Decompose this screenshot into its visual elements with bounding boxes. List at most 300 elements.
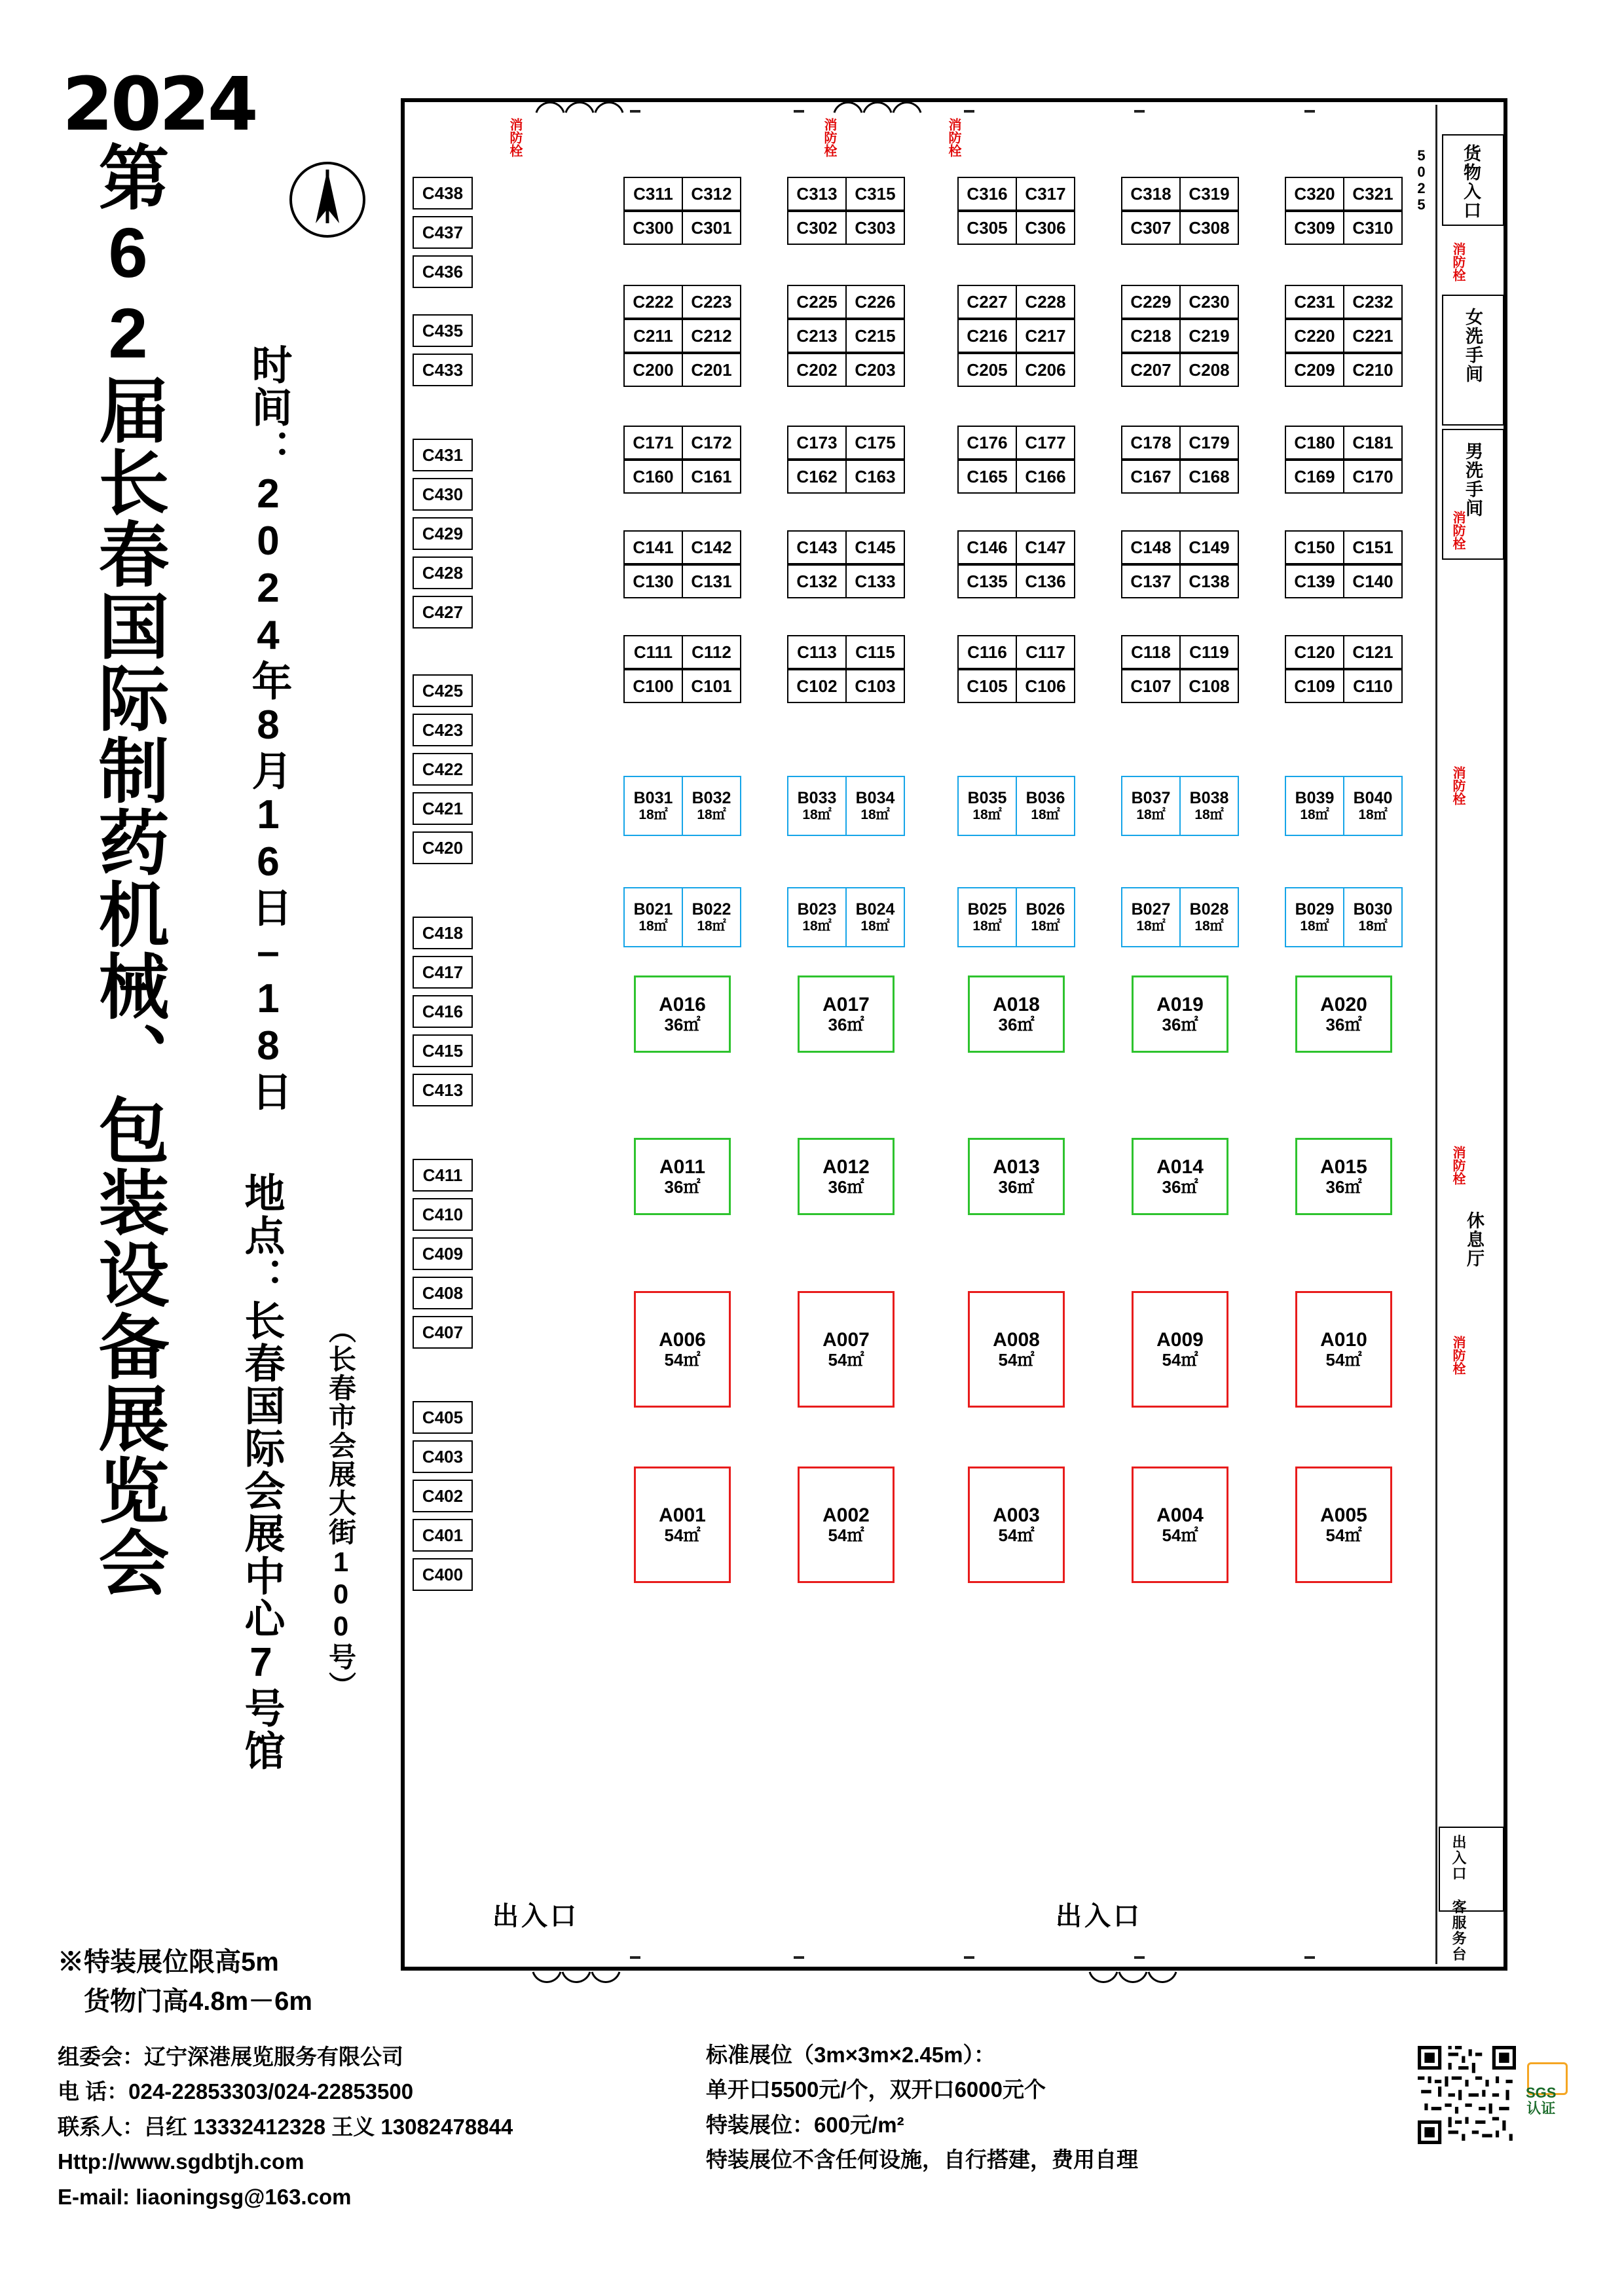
booth-C218[interactable]: C218 <box>1122 320 1181 352</box>
booth-C311[interactable]: C311 <box>625 178 683 210</box>
booth-pair-C130-C131 <box>623 564 741 598</box>
booth-A009[interactable]: A009 54㎡ <box>1132 1291 1228 1408</box>
booth-C405[interactable]: C405 <box>413 1401 473 1434</box>
booth-B033[interactable]: B033 18㎡ <box>788 777 847 835</box>
booth-B040[interactable]: B040 18㎡ <box>1344 777 1401 835</box>
room-label-cargo: 货物入口 <box>1461 144 1481 220</box>
booth-pair-C118-C119 <box>1121 635 1239 669</box>
booth-A019[interactable]: A019 36㎡ <box>1132 975 1228 1053</box>
wall-tick <box>630 1956 640 1959</box>
booth-C141[interactable]: C141 <box>625 532 683 563</box>
booth-C411[interactable]: C411 <box>413 1159 473 1192</box>
fire-hydrant-label: 消防栓 <box>946 118 961 157</box>
booth-C175[interactable]: C175 <box>847 427 904 458</box>
door-arc-icon <box>594 92 624 114</box>
booth-pair-C231-C232 <box>1285 285 1403 319</box>
booth-A017[interactable]: A017 36㎡ <box>798 975 895 1053</box>
booth-pair-C116-C117 <box>957 635 1075 669</box>
booth-pair-C120-C121 <box>1285 635 1403 669</box>
booth-C403[interactable]: C403 <box>413 1440 473 1473</box>
booth-C217[interactable]: C217 <box>1017 320 1074 352</box>
booth-C216[interactable]: C216 <box>959 320 1017 352</box>
footer-left-line: 组委会：辽宁深港展览服务有限公司 <box>58 2045 403 2069</box>
booth-A007[interactable]: A007 54㎡ <box>798 1291 895 1408</box>
booth-B038[interactable]: B038 18㎡ <box>1181 777 1238 835</box>
booth-C438[interactable]: C438 <box>413 177 473 210</box>
booth-pair-C139-C140 <box>1285 564 1403 598</box>
floor-plan <box>401 98 1514 1997</box>
door-arc-icon <box>591 1971 621 1993</box>
booth-pair-C225-C226 <box>787 285 905 319</box>
footer-right <box>706 2037 1138 2178</box>
booth-pair-B035-B036 <box>957 776 1075 836</box>
booth-C209[interactable]: C209 <box>1286 354 1344 386</box>
booth-B034[interactable]: B034 18㎡ <box>847 777 904 835</box>
booth-pair-C229-C230 <box>1121 285 1239 319</box>
booth-C133[interactable]: C133 <box>847 566 904 597</box>
booth-C132[interactable]: C132 <box>788 566 847 597</box>
booth-pair-C216-C217 <box>957 319 1075 353</box>
booth-C150[interactable]: C150 <box>1286 532 1344 563</box>
booth-C101[interactable]: C101 <box>683 670 740 702</box>
booth-C225[interactable]: C225 <box>788 286 847 318</box>
booth-C300[interactable]: C300 <box>625 212 683 244</box>
booth-C143[interactable]: C143 <box>788 532 847 563</box>
booth-pair-C111-C112 <box>623 635 741 669</box>
booth-C180[interactable]: C180 <box>1286 427 1344 458</box>
booth-C138[interactable]: C138 <box>1181 566 1238 597</box>
booth-C319[interactable]: C319 <box>1181 178 1238 210</box>
booth-C400[interactable]: C400 <box>413 1558 473 1591</box>
booth-pair-C311-C312 <box>623 177 741 211</box>
booth-C103[interactable]: C103 <box>847 670 904 702</box>
booth-A003[interactable]: A003 54㎡ <box>968 1467 1065 1583</box>
booth-C179[interactable]: C179 <box>1181 427 1238 458</box>
booth-C140[interactable]: C140 <box>1344 566 1401 597</box>
booth-pair-C227-C228 <box>957 285 1075 319</box>
booth-A020[interactable]: A020 36㎡ <box>1295 975 1392 1053</box>
room-label-female-wc: 女洗手间 <box>1463 308 1483 384</box>
booth-B028[interactable]: B028 18㎡ <box>1181 888 1238 946</box>
booth-pair-C160-C161 <box>623 460 741 494</box>
booth-C149[interactable]: C149 <box>1181 532 1238 563</box>
booth-C213[interactable]: C213 <box>788 320 847 352</box>
footer-right-line: 特装展位：600元/m² <box>706 2112 904 2137</box>
booth-C230[interactable]: C230 <box>1181 286 1238 318</box>
booth-C163[interactable]: C163 <box>847 461 904 492</box>
booth-C200[interactable]: C200 <box>625 354 683 386</box>
booth-C102[interactable]: C102 <box>788 670 847 702</box>
booth-C429[interactable]: C429 <box>413 517 473 550</box>
booth-pair-C173-C175 <box>787 426 905 460</box>
booth-C423[interactable]: C423 <box>413 714 473 746</box>
booth-C110[interactable]: C110 <box>1344 670 1401 702</box>
booth-C313[interactable]: C313 <box>788 178 847 210</box>
booth-B039[interactable]: B039 18㎡ <box>1286 777 1344 835</box>
booth-C116[interactable]: C116 <box>959 636 1017 668</box>
booth-C232[interactable]: C232 <box>1344 286 1401 318</box>
booth-pair-C113-C115 <box>787 635 905 669</box>
booth-C219[interactable]: C219 <box>1181 320 1238 352</box>
booth-pair-C162-C163 <box>787 460 905 494</box>
entrance-label-left: 出入口 <box>492 1902 579 1931</box>
door-arc-icon <box>564 92 595 114</box>
footer-left-line: Http://www.sgdbtjh.com <box>58 2149 304 2174</box>
booth-C301[interactable]: C301 <box>683 212 740 244</box>
booth-C401[interactable]: C401 <box>413 1519 473 1552</box>
booth-C229[interactable]: C229 <box>1122 286 1181 318</box>
booth-C231[interactable]: C231 <box>1286 286 1344 318</box>
booth-pair-C202-C203 <box>787 353 905 387</box>
booth-C409[interactable]: C409 <box>413 1237 473 1270</box>
booth-C435[interactable]: C435 <box>413 314 473 347</box>
fire-hydrant-label: 消防栓 <box>822 118 836 157</box>
booth-C407[interactable]: C407 <box>413 1316 473 1349</box>
booth-B022[interactable]: B022 18㎡ <box>683 888 740 946</box>
booth-pair-C141-C142 <box>623 530 741 564</box>
poster-place: 地点：长春国际会展中心7号馆 <box>238 1172 284 1772</box>
booth-C402[interactable]: C402 <box>413 1480 473 1512</box>
booth-C309[interactable]: C309 <box>1286 212 1344 244</box>
dimension-label: 5025 <box>1413 147 1430 213</box>
booth-C430[interactable]: C430 <box>413 478 473 511</box>
booth-C178[interactable]: C178 <box>1122 427 1181 458</box>
booth-C207[interactable]: C207 <box>1122 354 1181 386</box>
fire-hydrant-label: 消防栓 <box>1450 766 1465 805</box>
booth-C111[interactable]: C111 <box>625 636 683 668</box>
booth-B029[interactable]: B029 18㎡ <box>1286 888 1344 946</box>
booth-C137[interactable]: C137 <box>1122 566 1181 597</box>
booth-A016[interactable]: A016 36㎡ <box>634 975 731 1053</box>
booth-C162[interactable]: C162 <box>788 461 847 492</box>
booth-B024[interactable]: B024 18㎡ <box>847 888 904 946</box>
booth-pair-C220-C221 <box>1285 319 1403 353</box>
booth-pair-C313-C315 <box>787 177 905 211</box>
booth-B030[interactable]: B030 18㎡ <box>1344 888 1401 946</box>
booth-pair-B029-B030 <box>1285 887 1403 947</box>
booth-C113[interactable]: C113 <box>788 636 847 668</box>
booth-C307[interactable]: C307 <box>1122 212 1181 244</box>
poster-title: 第62届长春国际制药机械、包装设备展览会 <box>88 141 168 1598</box>
booth-pair-C200-C201 <box>623 353 741 387</box>
booth-pair-C307-C308 <box>1121 211 1239 245</box>
booth-C177[interactable]: C177 <box>1017 427 1074 458</box>
booth-C418[interactable]: C418 <box>413 917 473 949</box>
booth-C433[interactable]: C433 <box>413 354 473 386</box>
booth-C172[interactable]: C172 <box>683 427 740 458</box>
booth-C121[interactable]: C121 <box>1344 636 1401 668</box>
booth-pair-C180-C181 <box>1285 426 1403 460</box>
booth-pair-C207-C208 <box>1121 353 1239 387</box>
booth-C120[interactable]: C120 <box>1286 636 1344 668</box>
door-arc-icon <box>532 1971 562 1993</box>
booth-pair-C309-C310 <box>1285 211 1403 245</box>
booth-C171[interactable]: C171 <box>625 427 683 458</box>
booth-A008[interactable]: A008 54㎡ <box>968 1291 1065 1408</box>
booth-B025[interactable]: B025 18㎡ <box>959 888 1017 946</box>
booth-B035[interactable]: B035 18㎡ <box>959 777 1017 835</box>
footer-right-line: 特装展位不含任何设施，自行搭建，费用自理 <box>706 2147 1138 2172</box>
note-booth-height: ※特装展位限高5m <box>58 1948 279 1977</box>
booth-C135[interactable]: C135 <box>959 566 1017 597</box>
booth-pair-C109-C110 <box>1285 669 1403 703</box>
booth-C211[interactable]: C211 <box>625 320 683 352</box>
booth-C305[interactable]: C305 <box>959 212 1017 244</box>
booth-C117[interactable]: C117 <box>1017 636 1074 668</box>
fire-hydrant-label: 消防栓 <box>507 118 522 157</box>
booth-C425[interactable]: C425 <box>413 674 473 707</box>
booth-pair-C102-C103 <box>787 669 905 703</box>
booth-A004[interactable]: A004 54㎡ <box>1132 1467 1228 1583</box>
booth-C208[interactable]: C208 <box>1181 354 1238 386</box>
booth-C142[interactable]: C142 <box>683 532 740 563</box>
booth-C415[interactable]: C415 <box>413 1034 473 1067</box>
booth-C437[interactable]: C437 <box>413 216 473 249</box>
booth-C306[interactable]: C306 <box>1017 212 1074 244</box>
booth-C303[interactable]: C303 <box>847 212 904 244</box>
booth-pair-C165-C166 <box>957 460 1075 494</box>
booth-A018[interactable]: A018 36㎡ <box>968 975 1065 1053</box>
booth-pair-C222-C223 <box>623 285 741 319</box>
booth-C100[interactable]: C100 <box>625 670 683 702</box>
sgs-label: SGS 认证 <box>1526 2085 1557 2117</box>
booth-C151[interactable]: C151 <box>1344 532 1401 563</box>
booth-C106[interactable]: C106 <box>1017 670 1074 702</box>
booth-C222[interactable]: C222 <box>625 286 683 318</box>
booth-pair-C135-C136 <box>957 564 1075 598</box>
booth-B031[interactable]: B031 18㎡ <box>625 777 683 835</box>
booth-pair-C178-C179 <box>1121 426 1239 460</box>
booth-A014[interactable]: A014 36㎡ <box>1132 1138 1228 1215</box>
booth-C416[interactable]: C416 <box>413 995 473 1028</box>
booth-C226[interactable]: C226 <box>847 286 904 318</box>
poster-time: 时间：2024年8月16日–18日 <box>246 344 291 1113</box>
booth-C148[interactable]: C148 <box>1122 532 1181 563</box>
booth-C145[interactable]: C145 <box>847 532 904 563</box>
booth-C417[interactable]: C417 <box>413 956 473 989</box>
booth-pair-C305-C306 <box>957 211 1075 245</box>
booth-C139[interactable]: C139 <box>1286 566 1344 597</box>
booth-C431[interactable]: C431 <box>413 439 473 471</box>
booth-C173[interactable]: C173 <box>788 427 847 458</box>
booth-pair-B031-B032 <box>623 776 741 836</box>
poster-address: （长春市会展大街100号） <box>325 1316 356 1700</box>
booth-pair-C148-C149 <box>1121 530 1239 564</box>
booth-pair-C218-C219 <box>1121 319 1239 353</box>
booth-C422[interactable]: C422 <box>413 753 473 786</box>
booth-pair-C143-C145 <box>787 530 905 564</box>
booth-C427[interactable]: C427 <box>413 596 473 629</box>
booth-C112[interactable]: C112 <box>683 636 740 668</box>
footer-left-line: E-mail: liaoningsg@163.com <box>58 2184 352 2209</box>
door-arc-icon <box>535 92 565 114</box>
booth-C317[interactable]: C317 <box>1017 178 1074 210</box>
booth-C115[interactable]: C115 <box>847 636 904 668</box>
booth-A011[interactable]: A011 36㎡ <box>634 1138 731 1215</box>
booth-C410[interactable]: C410 <box>413 1198 473 1231</box>
footer-left <box>58 2039 513 2214</box>
poster-year: 2024 <box>62 62 256 147</box>
booth-C312[interactable]: C312 <box>683 178 740 210</box>
booth-pair-C137-C138 <box>1121 564 1239 598</box>
qr-code <box>1418 2046 1516 2144</box>
booth-C228[interactable]: C228 <box>1017 286 1074 318</box>
booth-C107[interactable]: C107 <box>1122 670 1181 702</box>
booth-B037[interactable]: B037 18㎡ <box>1122 777 1181 835</box>
booth-B027[interactable]: B027 18㎡ <box>1122 888 1181 946</box>
booth-A012[interactable]: A012 36㎡ <box>798 1138 895 1215</box>
booth-pair-C169-C170 <box>1285 460 1403 494</box>
booth-A005[interactable]: A005 54㎡ <box>1295 1467 1392 1583</box>
booth-C205[interactable]: C205 <box>959 354 1017 386</box>
booth-pair-B039-B040 <box>1285 776 1403 836</box>
footer-right-line: 标准展位（3m×3m×2.45m）： <box>706 2043 996 2067</box>
booth-B021[interactable]: B021 18㎡ <box>625 888 683 946</box>
door-arc-icon <box>1088 1971 1118 1993</box>
booth-C428[interactable]: C428 <box>413 556 473 589</box>
booth-C160[interactable]: C160 <box>625 461 683 492</box>
booth-C201[interactable]: C201 <box>683 354 740 386</box>
booth-C168[interactable]: C168 <box>1181 461 1238 492</box>
footer-left-line: 联系人：吕红 13332412328 王义 13082478844 <box>58 2114 513 2139</box>
booth-C408[interactable]: C408 <box>413 1277 473 1309</box>
booth-C147[interactable]: C147 <box>1017 532 1074 563</box>
booth-C202[interactable]: C202 <box>788 354 847 386</box>
booth-C413[interactable]: C413 <box>413 1074 473 1106</box>
booth-C167[interactable]: C167 <box>1122 461 1181 492</box>
room-label-lounge: 休息厅 <box>1464 1211 1484 1268</box>
booth-pair-C318-C319 <box>1121 177 1239 211</box>
booth-C215[interactable]: C215 <box>847 320 904 352</box>
booth-C203[interactable]: C203 <box>847 354 904 386</box>
footer-right-line: 单开口5500元/个，双开口6000元个 <box>706 2077 1046 2102</box>
booth-C221[interactable]: C221 <box>1344 320 1401 352</box>
booth-C316[interactable]: C316 <box>959 178 1017 210</box>
wall-tick <box>1304 110 1315 113</box>
booth-C108[interactable]: C108 <box>1181 670 1238 702</box>
door-arc-icon <box>561 1971 591 1993</box>
booth-C130[interactable]: C130 <box>625 566 683 597</box>
booth-C105[interactable]: C105 <box>959 670 1017 702</box>
booth-pair-B021-B022 <box>623 887 741 947</box>
wall-tick <box>794 1956 804 1959</box>
booth-C320[interactable]: C320 <box>1286 178 1344 210</box>
door-arc-icon <box>892 92 922 114</box>
booth-B036[interactable]: B036 18㎡ <box>1017 777 1074 835</box>
booth-pair-B023-B024 <box>787 887 905 947</box>
booth-pair-C176-C177 <box>957 426 1075 460</box>
booth-pair-C213-C215 <box>787 319 905 353</box>
hall-wall-left <box>401 98 405 1971</box>
door-arc-icon <box>1118 1971 1148 1993</box>
booth-A002[interactable]: A002 54㎡ <box>798 1467 895 1583</box>
booth-C118[interactable]: C118 <box>1122 636 1181 668</box>
booth-C321[interactable]: C321 <box>1344 178 1401 210</box>
booth-C227[interactable]: C227 <box>959 286 1017 318</box>
booth-pair-C300-C301 <box>623 211 741 245</box>
booth-C210[interactable]: C210 <box>1344 354 1401 386</box>
entrance-label-right: 出入口 <box>1056 1902 1142 1931</box>
booth-pair-C105-C106 <box>957 669 1075 703</box>
note-door-height: 货物门高4.8m－6m <box>84 1987 312 2016</box>
booth-pair-B037-B038 <box>1121 776 1239 836</box>
corridor-wall <box>1435 105 1437 1964</box>
wall-tick <box>964 1956 974 1959</box>
booth-C136[interactable]: C136 <box>1017 566 1074 597</box>
wall-tick <box>1304 1956 1315 1959</box>
booth-C161[interactable]: C161 <box>683 461 740 492</box>
booth-pair-C211-C212 <box>623 319 741 353</box>
booth-B032[interactable]: B032 18㎡ <box>683 777 740 835</box>
booth-pair-C150-C151 <box>1285 530 1403 564</box>
door-arc-icon <box>1147 1971 1177 1993</box>
booth-C315[interactable]: C315 <box>847 178 904 210</box>
booth-C302[interactable]: C302 <box>788 212 847 244</box>
booth-pair-C320-C321 <box>1285 177 1403 211</box>
booth-pair-C205-C206 <box>957 353 1075 387</box>
fire-hydrant-label: 消防栓 <box>1450 511 1465 550</box>
booth-C119[interactable]: C119 <box>1181 636 1238 668</box>
booth-pair-C209-C210 <box>1285 353 1403 387</box>
booth-C318[interactable]: C318 <box>1122 178 1181 210</box>
booth-C212[interactable]: C212 <box>683 320 740 352</box>
booth-A010[interactable]: A010 54㎡ <box>1295 1291 1392 1408</box>
booth-C436[interactable]: C436 <box>413 255 473 288</box>
booth-pair-C167-C168 <box>1121 460 1239 494</box>
booth-pair-C100-C101 <box>623 669 741 703</box>
booth-C310[interactable]: C310 <box>1344 212 1401 244</box>
booth-pair-C302-C303 <box>787 211 905 245</box>
footer-left-line: 电 话：024-22853303/024-22853500 <box>58 2079 414 2104</box>
booth-C165[interactable]: C165 <box>959 461 1017 492</box>
booth-pair-B025-B026 <box>957 887 1075 947</box>
booth-C308[interactable]: C308 <box>1181 212 1238 244</box>
wall-tick <box>1134 110 1145 113</box>
booth-C109[interactable]: C109 <box>1286 670 1344 702</box>
booth-C181[interactable]: C181 <box>1344 427 1401 458</box>
booth-B023[interactable]: B023 18㎡ <box>788 888 847 946</box>
booth-A006[interactable]: A006 54㎡ <box>634 1291 731 1408</box>
booth-A015[interactable]: A015 36㎡ <box>1295 1138 1392 1215</box>
booth-C146[interactable]: C146 <box>959 532 1017 563</box>
booth-C206[interactable]: C206 <box>1017 354 1074 386</box>
booth-B026[interactable]: B026 18㎡ <box>1017 888 1074 946</box>
fire-hydrant-label: 消防栓 <box>1450 242 1465 282</box>
booth-pair-C107-C108 <box>1121 669 1239 703</box>
fire-hydrant-label: 消防栓 <box>1450 1146 1465 1185</box>
door-arc-icon <box>862 92 893 114</box>
booth-C166[interactable]: C166 <box>1017 461 1074 492</box>
booth-pair-C146-C147 <box>957 530 1075 564</box>
booth-C223[interactable]: C223 <box>683 286 740 318</box>
compass-icon <box>288 160 367 239</box>
booth-pair-B027-B028 <box>1121 887 1239 947</box>
booth-pair-B033-B034 <box>787 776 905 836</box>
booth-pair-C132-C133 <box>787 564 905 598</box>
wall-tick <box>964 110 974 113</box>
room-label-male-wc: 男洗手间 <box>1463 442 1483 518</box>
booth-C169[interactable]: C169 <box>1286 461 1344 492</box>
booth-pair-C316-C317 <box>957 177 1075 211</box>
booth-A001[interactable]: A001 54㎡ <box>634 1467 731 1583</box>
booth-C220[interactable]: C220 <box>1286 320 1344 352</box>
booth-C420[interactable]: C420 <box>413 831 473 864</box>
booth-C170[interactable]: C170 <box>1344 461 1401 492</box>
booth-A013[interactable]: A013 36㎡ <box>968 1138 1065 1215</box>
booth-C421[interactable]: C421 <box>413 792 473 825</box>
booth-C131[interactable]: C131 <box>683 566 740 597</box>
booth-C176[interactable]: C176 <box>959 427 1017 458</box>
